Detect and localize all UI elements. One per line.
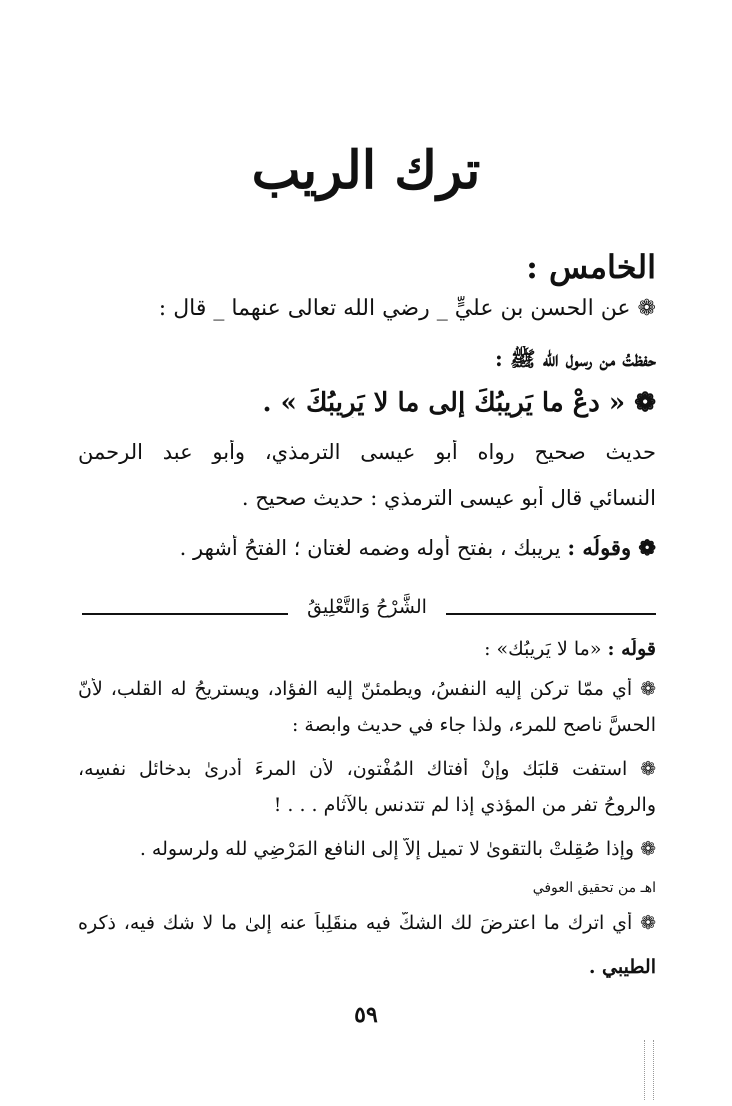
commentary-line-8: ❁ أي اترك ما اعترضَ لك الشكُّ فيه منقَلِباً عنه إلىٰ ما لا شك فيه، ذكره bbox=[78, 912, 656, 934]
page-number: ٥٩ bbox=[354, 1002, 378, 1028]
page-edge-mark bbox=[644, 1040, 654, 1100]
hadith-note-text: يريبك ، بفتح أوله وضمه لغتان ؛ الفتحُ أشهر . bbox=[179, 536, 568, 560]
divider-rule-right bbox=[446, 613, 656, 615]
commentary-label: قولُه : bbox=[607, 638, 656, 660]
divider-rule-left bbox=[82, 613, 288, 615]
commentary-line-9: الطيبي . bbox=[588, 956, 656, 978]
hadith-intro-line: حفظتُ من رسول الله ﷺ : bbox=[495, 346, 656, 371]
hadith-narrator-line: ❁ عن الحسن بن عليٍّ _ رضي الله تعالى عنهما _ قال : bbox=[158, 296, 656, 321]
hadith-source-line-2: النسائي قال أبو عيسى الترمذي : حديث صحيح . bbox=[241, 486, 656, 510]
hadith-source-line-1: حديث صحيح رواه أبو عيسى الترمذي، وأبو عبد الرحمن bbox=[78, 440, 656, 464]
commentary-line-6: ❁ وإذا صُقِلتْ بالتقوىٰ لا تميل إلاّ إلى النافعِ المَرْضِي لله ولرسوله . bbox=[139, 838, 656, 860]
commentary-line-1 bbox=[78, 638, 656, 660]
hadith-note-line bbox=[78, 535, 656, 560]
section-divider bbox=[82, 596, 656, 624]
commentary-line-2: ❁ أي ممّا تركن إليه النفسُ، ويطمئنّ إليه الفؤاد، ويستريحُ له القلب، لأنّ bbox=[78, 678, 656, 700]
commentary-quote: «ما لا يَرِيبُك» : bbox=[484, 638, 608, 660]
commentary-line-5: والروحُ تفر من المؤذي إذا لم تتدنس بالآثام . . . ! bbox=[273, 794, 656, 816]
commentary-section-label: الشَّرْحُ وَالتَّعْلِيقُ bbox=[307, 596, 427, 618]
hadith-note-label: ❁ وقولُه : bbox=[567, 535, 656, 560]
commentary-source-note: اهـ من تحقيق العوفي bbox=[532, 880, 656, 896]
hadith-text: ❁ « دعْ ما يَرِيبُكَ إلى ما لا يَرِيبُكَ » . bbox=[262, 388, 656, 418]
hadith-number-heading: الخامس : bbox=[526, 248, 656, 286]
commentary-line-3: الحسَّ ناصح للمرء، ولذا جاء في حديث وابصة : bbox=[291, 714, 656, 736]
commentary-line-4: ❁ استفت قلبَك وإنْ أفتاك المُفْتون، لأن المرءَ أدرىٰ بدخائل نفسِه، bbox=[78, 758, 656, 780]
chapter-title: ترك الريب bbox=[251, 140, 481, 201]
